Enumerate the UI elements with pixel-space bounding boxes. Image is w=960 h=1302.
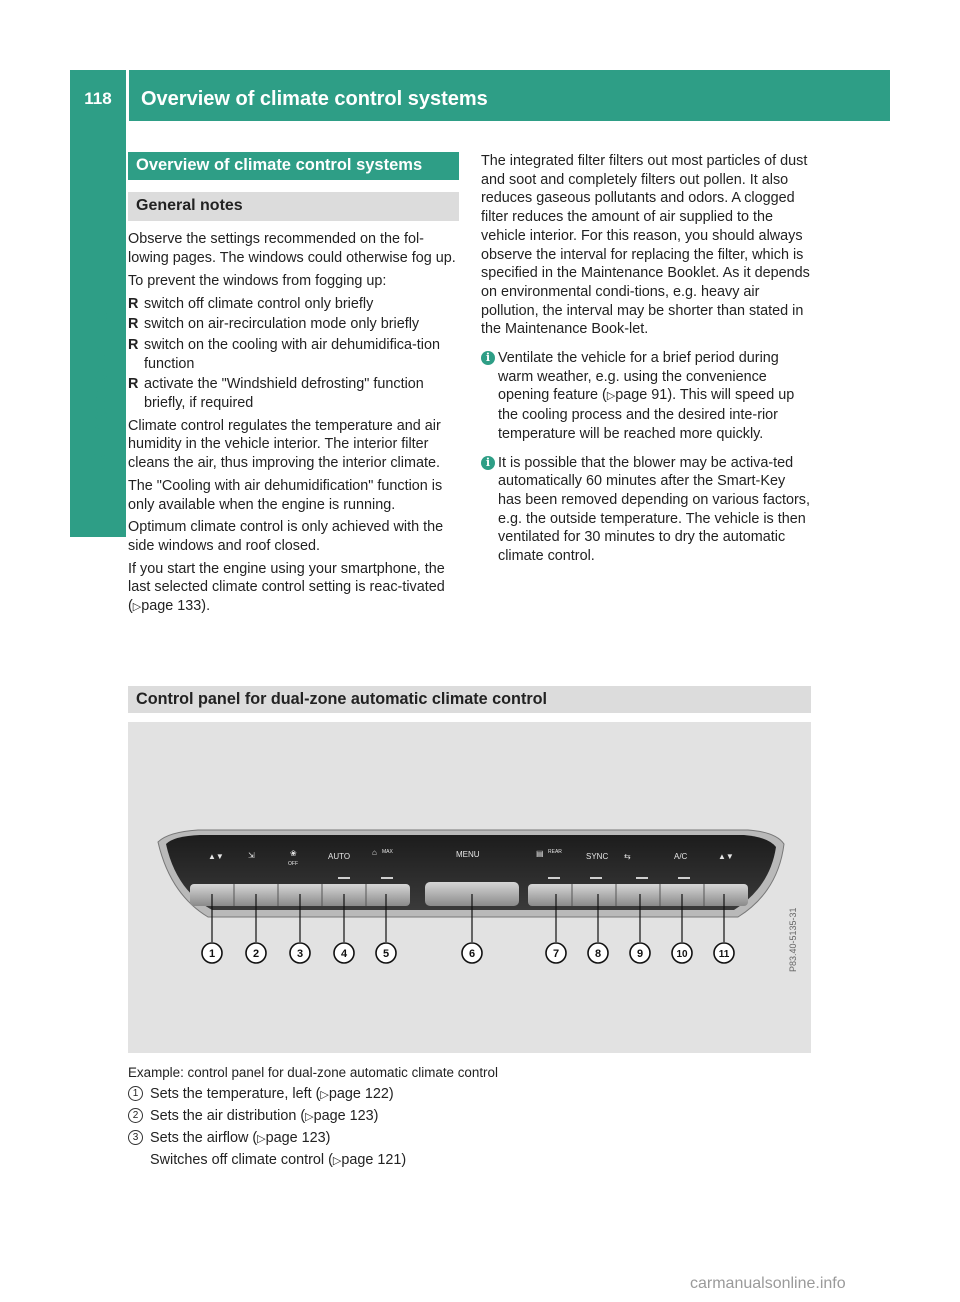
list-item: R switch on the cooling with air dehumidifica-tion function	[128, 336, 440, 372]
rear-defrost-icon: ▤	[536, 849, 544, 858]
air-distribution-icon: ⇲	[248, 851, 255, 860]
control-panel-figure	[128, 722, 811, 1053]
figure-code: P83.40-5135-31	[788, 907, 798, 972]
bullet-icon: R	[128, 336, 139, 353]
info-note: i Ventilate the vehicle for a brief period during warm weather, e.g. using the convenience opening feature (▷page 91). This will speed up the cooling process and the desired inte-rior temperature will be reached more quickly.	[481, 349, 812, 444]
section-title: Overview of climate control systems	[128, 152, 459, 180]
control-panel-title: Control panel for dual-zone automatic climate control	[128, 686, 811, 713]
callout-9: 9	[636, 948, 644, 960]
legend-number: 3	[128, 1130, 143, 1145]
chapter-label: Climate control	[86, 302, 112, 470]
callout-10: 10	[676, 949, 688, 960]
ac-label: A/C	[674, 852, 688, 861]
bullet-icon: R	[128, 316, 139, 333]
control-panel-illustration	[128, 722, 811, 1053]
page-ref-arrow-icon: ▷	[132, 601, 142, 614]
list-item: R switch on air-recirculation mode only briefly	[128, 316, 420, 333]
page-ref-link[interactable]: page 122	[328, 1086, 389, 1102]
page-ref-link[interactable]: page 133	[141, 598, 202, 615]
callout-3: 3	[296, 948, 304, 960]
callout-7: 7	[552, 948, 560, 960]
airflow-icon: ❀	[290, 849, 297, 858]
recirculation-icon: ⇆	[624, 852, 631, 861]
svg-text:MAX: MAX	[382, 849, 393, 855]
caption-block	[128, 1062, 811, 1172]
bullet-icon: R	[128, 376, 139, 393]
callout-8: 8	[594, 948, 602, 960]
legend-item: 2 Sets the air distribution (▷page 123)	[128, 1106, 811, 1128]
temp-left-arrows-icon: ▲▼	[208, 852, 224, 861]
paragraph: Climate control regulates the temperature and air humidity in the vehicle interior. The interior filter cleans the air, thus improving the interior climate.	[128, 417, 441, 472]
menu-label: MENU	[456, 850, 480, 859]
info-icon: i	[481, 351, 495, 365]
button-strip	[190, 882, 748, 906]
paragraph: Optimum climate control is only achieved with the side windows and roof closed.	[128, 519, 444, 554]
sync-label: SYNC	[586, 852, 609, 861]
list-item: R activate the "Windshield defrosting" function briefly, if required	[128, 376, 424, 412]
chapter-marker	[70, 481, 126, 537]
page-number: 118	[70, 70, 126, 121]
page-ref-link[interactable]: page 123	[313, 1108, 374, 1124]
defrost-icon: ⌂	[372, 848, 377, 857]
callout-4: 4	[340, 948, 348, 960]
paragraph: To prevent the windows from fogging up:	[128, 272, 387, 289]
paragraph: The integrated filter filters out most particles of dust and soot and completely filters out pollen. It also reduces gaseous pollutants and odors. A clogged filter reduces the amount of air supplied to the vehicle interior. For this reason, you should always observe the interval for replacing the filter, which is specified in the Maintenance Booklet. As it depends on environmental condi-tions, e.g. heavy air pollution, the interval may be shorter than stated in the Maintenance Book-let.	[481, 153, 810, 338]
info-note: i It is possible that the blower may be activa-ted automatically 60 minutes after the Smart-Key has been removed depending on various factors, e.g. the outside temperature. The vehicle is then ventilated for 30 minutes to dry the automatic climate control.	[481, 454, 812, 566]
legend-number: 2	[128, 1108, 143, 1123]
legend-item: 3 Sets the airflow (▷page 123)	[128, 1128, 811, 1150]
callout-6: 6	[468, 948, 476, 960]
page-ref-arrow-icon: ▷	[320, 1089, 329, 1101]
paragraph: The "Cooling with air dehumidification" function is only available when the engine is running.	[128, 477, 443, 513]
svg-text:REAR: REAR	[548, 849, 562, 855]
bullet-icon: R	[128, 295, 139, 312]
page-ref-link[interactable]: page 123	[265, 1130, 326, 1146]
left-column	[128, 152, 459, 621]
subsection-title: General notes	[128, 192, 459, 222]
page-ref-arrow-icon: ▷	[305, 1111, 314, 1123]
legend-number: 1	[128, 1086, 143, 1101]
page-ref-arrow-icon: ▷	[257, 1133, 266, 1145]
callout-1: 1	[208, 948, 216, 960]
auto-label: AUTO	[328, 852, 351, 861]
page-ref-arrow-icon: ▷	[332, 1155, 342, 1167]
callout-2: 2	[252, 948, 260, 960]
paragraph: If you start the engine using your smartphone, the last selected climate control setting is reac-tivated (▷page 133).	[128, 560, 445, 615]
legend-item-continued: Switches off climate control (▷page 121)	[150, 1152, 407, 1168]
watermark: carmanualsonline.info	[690, 1275, 846, 1292]
legend-item: 1 Sets the temperature, left (▷page 122)	[128, 1084, 811, 1106]
svg-text:OFF: OFF	[288, 861, 298, 867]
callout-5: 5	[382, 948, 390, 960]
list-item: R switch off climate control only briefly	[128, 295, 374, 312]
right-column	[481, 152, 812, 572]
page-header-title: Overview of climate control systems	[129, 70, 890, 121]
page-ref-arrow-icon: ▷	[606, 390, 616, 403]
page-ref-link[interactable]: page 121	[341, 1152, 402, 1168]
callout-11: 11	[718, 949, 730, 960]
info-icon: i	[481, 456, 495, 470]
temp-right-arrows-icon: ▲▼	[718, 852, 734, 861]
bullet-list	[128, 295, 459, 413]
figure-caption: Example: control panel for dual-zone automatic climate control	[128, 1065, 498, 1080]
paragraph: Observe the settings recommended on the fol-lowing pages. The windows could otherwise fog up.	[128, 231, 456, 267]
page-ref-link[interactable]: page 91	[615, 387, 668, 404]
